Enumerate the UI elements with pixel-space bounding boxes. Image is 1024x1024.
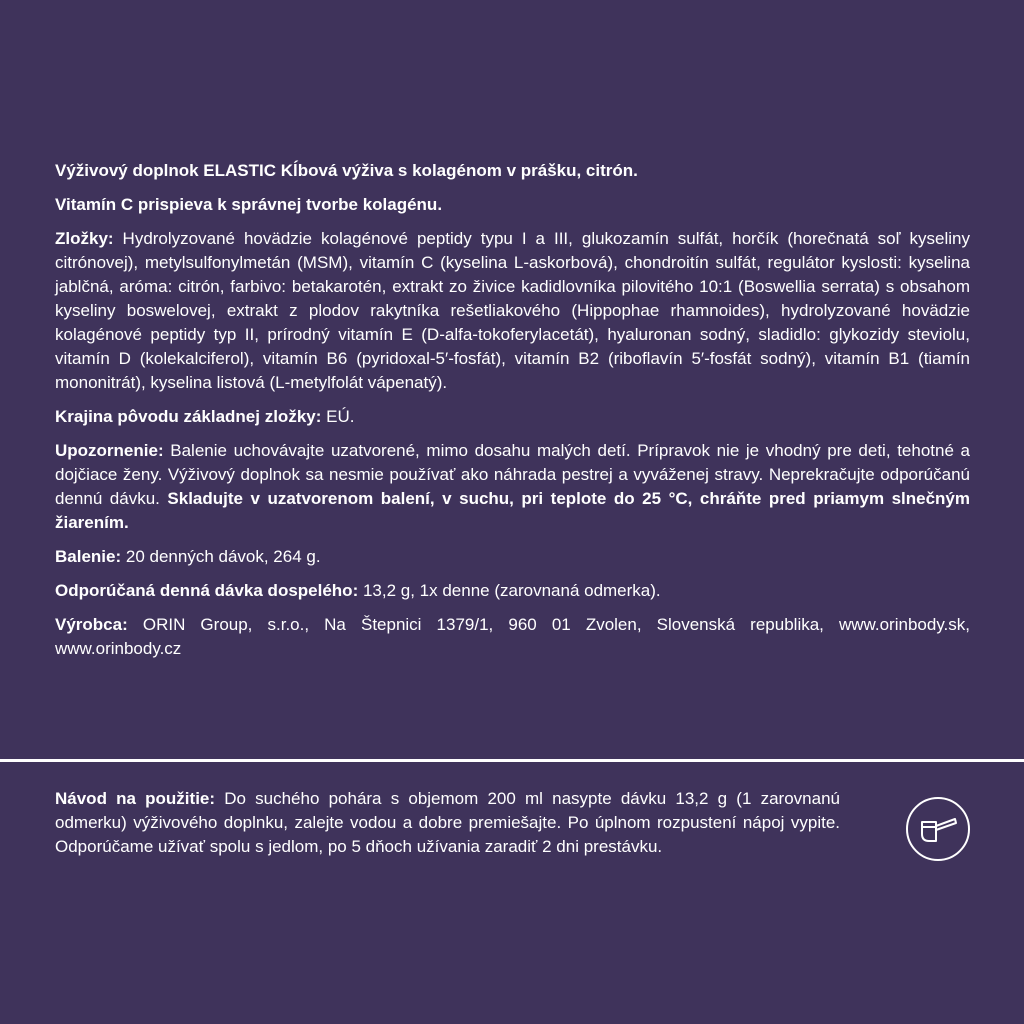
warning-section — [55, 439, 970, 535]
warning-label: Upozornenie: — [55, 441, 164, 460]
health-claim: Vitamín C prispieva k správnej tvorbe kolagénu. — [55, 195, 443, 214]
usage-section — [55, 787, 840, 859]
usage-text: Do suchého pohára s objemom 200 ml nasypte dávku 13,2 g (1 zarovnanú odmerku) výživového doplnku, zalejte vodou a dobre premiešajte. Po úplnom rozpustení nápoj vypite. Odporúčame užívať spolu s jedlom, po 5 dňoch užívania zaradiť 2 dni prestávku. — [55, 789, 840, 856]
ingredients-section — [55, 227, 970, 395]
manufacturer-section — [55, 613, 970, 661]
dose-section — [55, 579, 970, 603]
package-label: Balenie: — [55, 547, 122, 566]
ingredients-text: Hydrolyzované hovädzie kolagénové peptidy typu I a III, glukozamín sulfát, horčík (horečnatá soľ kyseliny citrónovej), metylsulfonylmetán (MSM), vitamín C (kyselina L-askorbová), chondroitín sulfát, regulátor kyslosti: kyselina jablčná, aróma: citrón, farbivo: betakarotén, extrakt zo živice kadidlovníka pilovitého 10:1 (Boswellia serrata) s obsahom kyseliny boswelovej, extrakt z plodov rakytníka rešetliakového (Hippophae rhamnoides), hydrolyzované hovädzie kolagénové peptidy typ II, prírodný vitamín E (D-alfa-tokoferylacetát), hyaluronan sodný, sladidlo: glykozidy steviolu, vitamín D (kolekalciferol), vitamín B6 (pyridoxal-5′-fosfát), vitamín B2 (riboflavín 5′-fosfát sodný), vitamín B1 (tiamín mononitrát), kyselina listová (L-metylfolát vápenatý). — [55, 229, 970, 392]
origin-label: Krajina pôvodu základnej zložky: — [55, 407, 322, 426]
manufacturer-text: ORIN Group, s.r.o., Na Štepnici 1379/1, 960 01 Zvolen, Slovenská republika, www.orinbody.sk, www.orinbody.cz — [55, 615, 970, 658]
origin-text: EÚ. — [321, 407, 355, 426]
manufacturer-label: Výrobca: — [55, 615, 128, 634]
product-title: Výživový doplnok ELASTIC Kĺbová výživa s kolagénom v prášku, citrón. — [55, 161, 638, 180]
package-text: 20 denných dávok, 264 g. — [121, 547, 321, 566]
package-section — [55, 545, 970, 569]
dose-label: Odporúčaná denná dávka dospelého: — [55, 581, 359, 600]
usage-label: Návod na použitie: — [55, 789, 216, 808]
dose-text: 13,2 g, 1x denne (zarovnaná odmerka). — [358, 581, 661, 600]
storage-instructions: Skladujte v uzatvorenom balení, v suchu, pri teplote do 25 °C, chráňte pred priamym slnečným žiarením. — [55, 489, 971, 532]
ingredients-label: Zložky: — [55, 229, 114, 248]
origin-section — [55, 405, 970, 429]
section-divider — [0, 759, 1024, 762]
measuring-scoop-icon — [905, 796, 971, 862]
warning-text: Balenie uchovávajte uzatvorené, mimo dosahu malých detí. Prípravok nie je vhodný pre deti, tehotné a dojčiace ženy. Výživový doplnok sa nesmie používať ako náhrada pestrej a vyváženej stravy. Neprekračujte odporúčanú dennú dávku. — [55, 441, 970, 508]
label-content — [55, 159, 970, 671]
